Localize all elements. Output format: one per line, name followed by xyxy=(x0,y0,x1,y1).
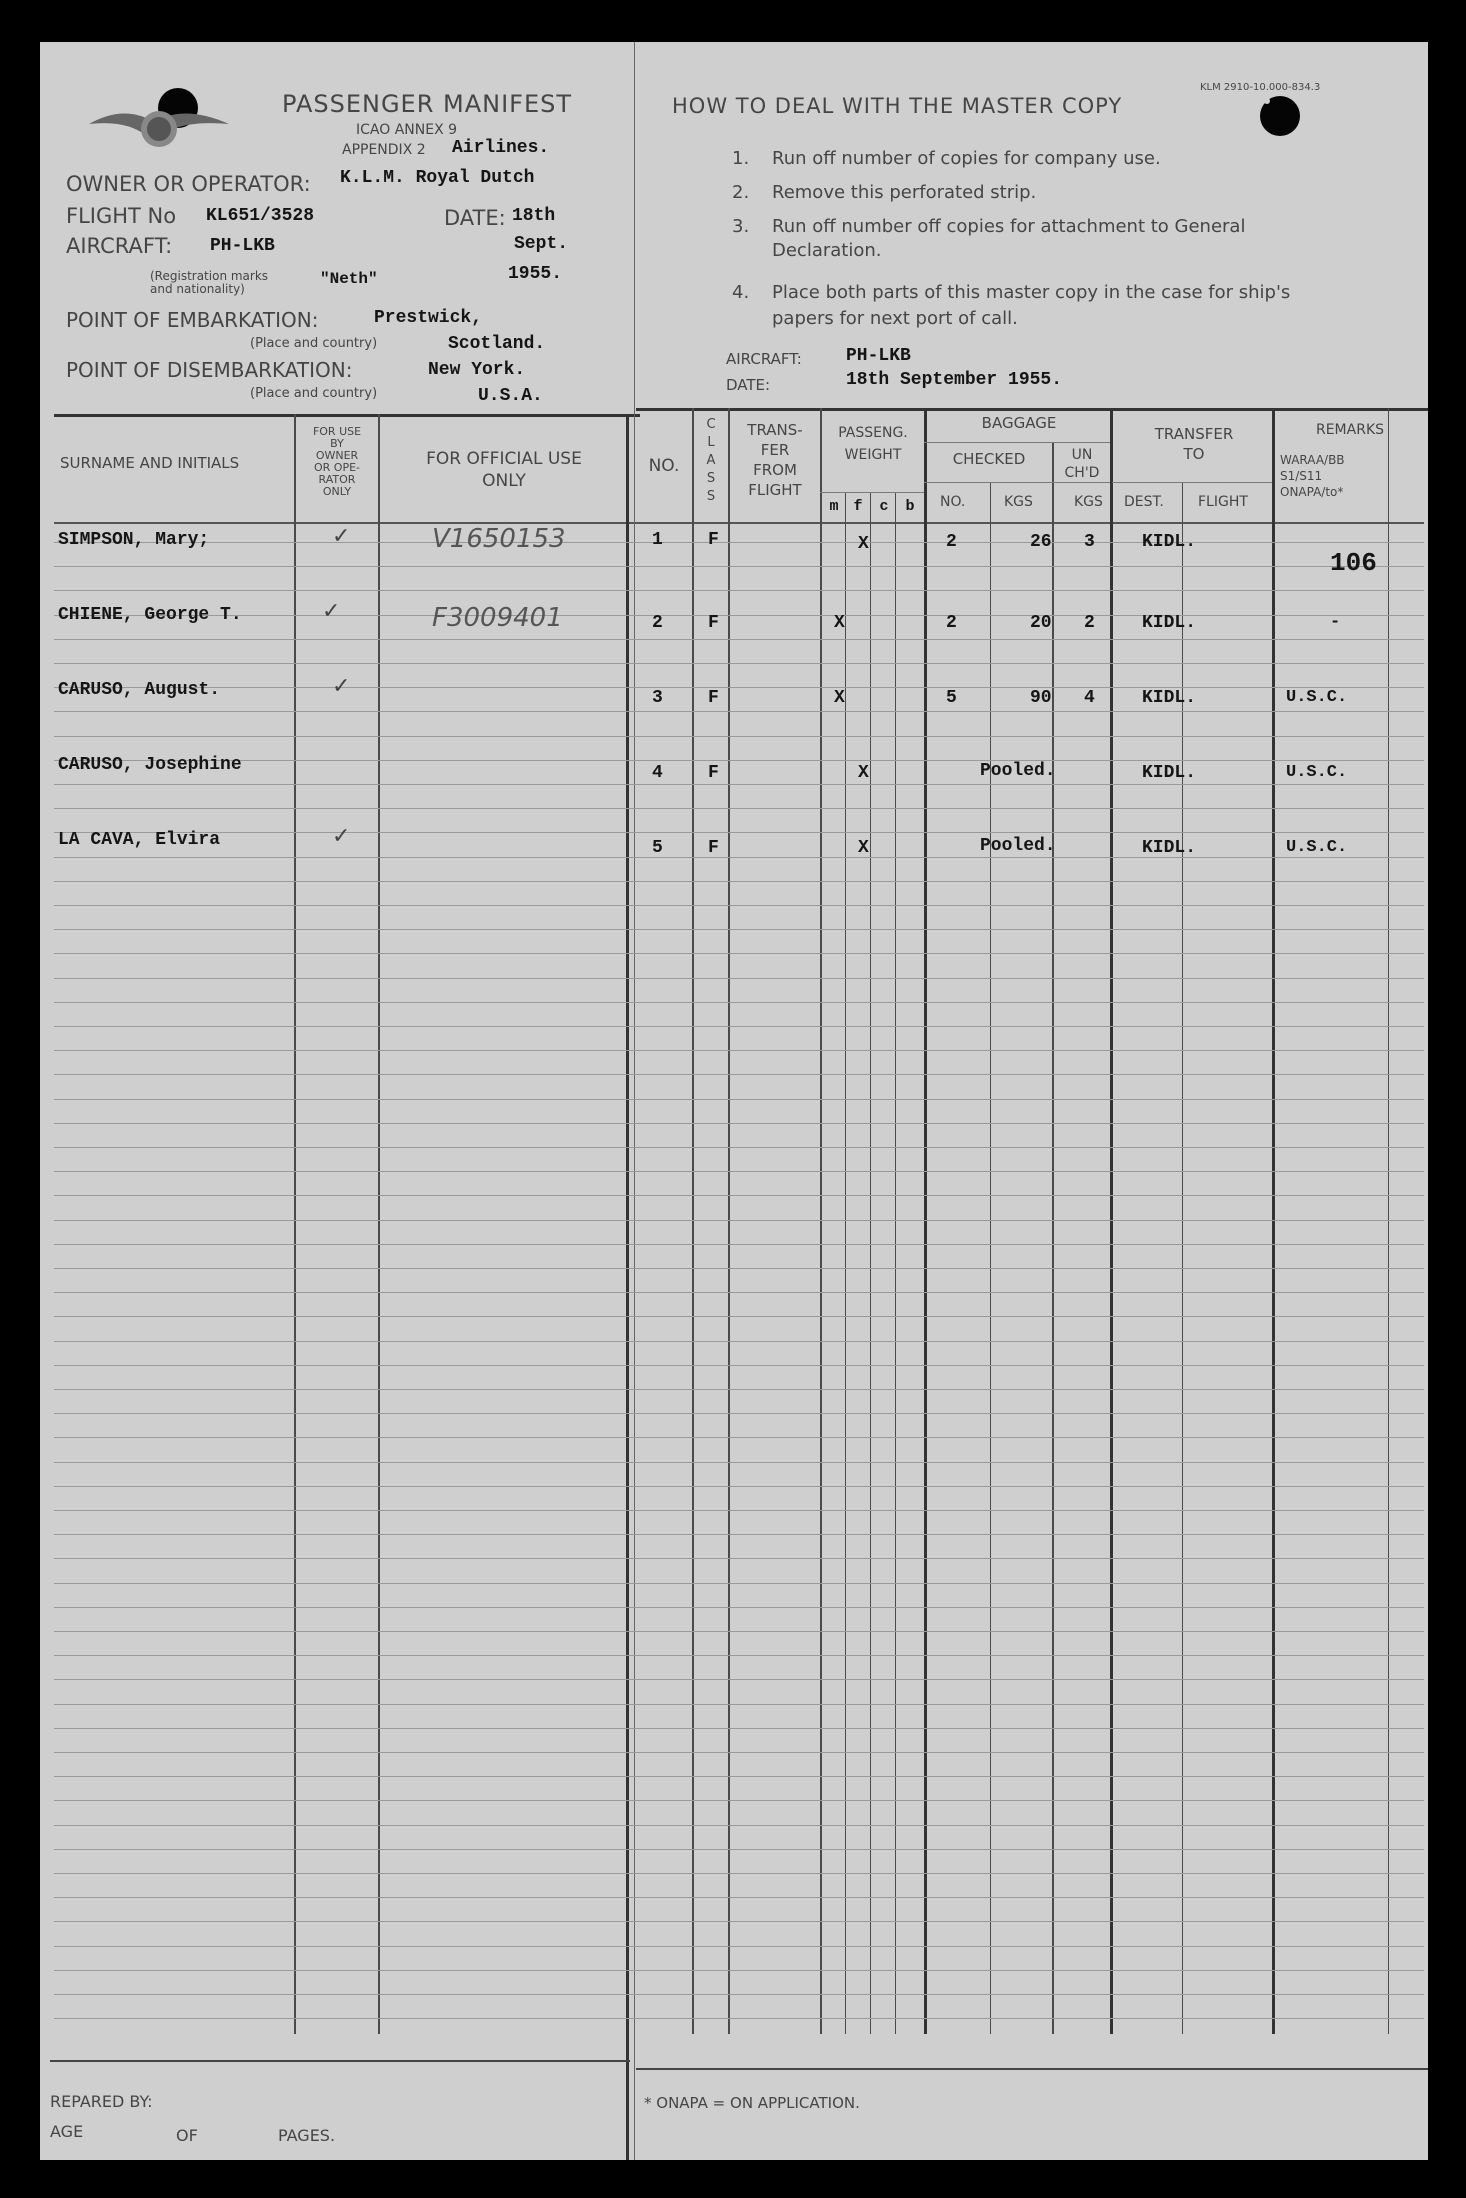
perforation-line xyxy=(626,414,629,2160)
ruled-line xyxy=(54,1752,1424,1753)
ruled-line xyxy=(54,2018,1424,2019)
footer-divider xyxy=(50,2060,630,2062)
col-class-letter: S xyxy=(706,471,716,486)
check-mark: ✓ xyxy=(332,824,351,849)
transfer-destination: KIDL. xyxy=(1142,763,1197,783)
col-kgs: KGS xyxy=(1004,494,1033,510)
col-unchecked xyxy=(1054,446,1110,482)
ruled-line xyxy=(54,953,1424,954)
weight-divider xyxy=(820,492,924,493)
col-baggage-no: NO. xyxy=(940,494,966,510)
ruled-line xyxy=(54,590,1424,591)
date-label-right: DATE: xyxy=(726,376,771,394)
ruled-line xyxy=(54,736,1424,737)
baggage-kgs: 26 xyxy=(1030,532,1052,552)
ruled-line xyxy=(54,1897,1424,1898)
check-mark: ✓ xyxy=(332,524,351,549)
instruction-text: Place both parts of this master copy in the case for ship's xyxy=(772,282,1291,303)
flight-label: FLIGHT No xyxy=(66,204,177,228)
passenger-name: CARUSO, August. xyxy=(58,680,221,700)
page-label: AGE xyxy=(50,2122,84,2141)
col-checked: CHECKED xyxy=(952,450,1026,468)
column-line xyxy=(870,492,871,2034)
owner-value: K.L.M. Royal Dutch xyxy=(340,168,535,188)
ruled-line xyxy=(54,1558,1424,1559)
baggage-pooled: Pooled. xyxy=(980,836,1056,856)
weight-mark: X xyxy=(858,534,869,554)
ruled-line xyxy=(54,1486,1424,1487)
ruled-line xyxy=(54,1825,1424,1826)
col-owner-use-line: OR OPE- xyxy=(313,461,360,474)
col-transfer-from-line: FLIGHT xyxy=(748,481,802,499)
ruled-line xyxy=(54,1631,1424,1632)
col-weight-c: c xyxy=(879,498,889,515)
col-owner-use-line: ONLY xyxy=(322,485,352,498)
ruled-line xyxy=(54,1583,1424,1584)
col-class-letter: C xyxy=(706,417,716,432)
prepared-by-label: REPARED BY: xyxy=(50,2092,153,2111)
transfer-divider xyxy=(1112,482,1272,483)
appendix-label: APPENDIX 2 xyxy=(342,142,426,158)
ruled-line xyxy=(54,1679,1424,1680)
column-line xyxy=(294,414,296,2034)
ruled-line xyxy=(54,760,1424,761)
ruled-line xyxy=(54,1704,1424,1705)
ruled-line xyxy=(54,784,1424,785)
col-passenger-weight xyxy=(822,422,924,466)
ruled-line xyxy=(54,1655,1424,1656)
passenger-class: F xyxy=(708,763,719,783)
ruled-line xyxy=(54,1341,1424,1342)
instruction-number: 2. xyxy=(732,182,750,203)
owner-label: OWNER OR OPERATOR: xyxy=(66,172,311,196)
perforation-line xyxy=(634,42,635,2160)
official-number: V1650153 xyxy=(432,524,566,554)
instruction-number: 4. xyxy=(732,282,750,303)
col-unchecked-line: UN xyxy=(1071,447,1093,463)
ruled-line xyxy=(54,1946,1424,1947)
col-transfer-from-line: TRANS- xyxy=(747,421,803,439)
column-line xyxy=(728,408,730,2034)
disembarkation-country: U.S.A. xyxy=(478,386,543,406)
ruled-line xyxy=(54,1970,1424,1971)
transfer-destination: KIDL. xyxy=(1142,838,1197,858)
ruled-line xyxy=(54,687,1424,688)
instruction-text: Run off number of copies for company use. xyxy=(772,148,1161,169)
embarkation-value: Prestwick, xyxy=(374,308,483,328)
transfer-destination: KIDL. xyxy=(1142,688,1197,708)
col-destination: DEST. xyxy=(1124,494,1164,510)
divider xyxy=(54,414,640,417)
col-weight-b: b xyxy=(905,498,915,515)
col-class-letter: S xyxy=(706,489,716,504)
col-remarks: REMARKS xyxy=(1315,422,1385,438)
manifest-sheet xyxy=(40,42,1428,2160)
ruled-line xyxy=(54,1123,1424,1124)
aircraft-label: AIRCRAFT: xyxy=(66,234,173,258)
col-surname: SURNAME AND INITIALS xyxy=(60,454,240,472)
ruled-line xyxy=(54,832,1424,833)
ruled-line xyxy=(54,857,1424,858)
disembarkation-label: POINT OF DISEMBARKATION: xyxy=(66,358,353,382)
ruled-line xyxy=(54,1994,1424,1995)
ruled-line xyxy=(54,881,1424,882)
embarkation-country: Scotland. xyxy=(448,334,546,354)
ruled-line xyxy=(54,1268,1424,1269)
ruled-line xyxy=(54,1462,1424,1463)
appendix-typed: Airlines. xyxy=(452,138,550,158)
col-passenger-weight-line: PASSENG. xyxy=(838,425,908,441)
pages-label: PAGES. xyxy=(278,2126,336,2145)
column-line xyxy=(895,492,896,2034)
flight-value: KL651/3528 xyxy=(206,206,315,226)
col-class xyxy=(694,416,728,506)
baggage-pooled: Pooled. xyxy=(980,761,1056,781)
col-unchecked-kgs: KGS xyxy=(1074,494,1103,510)
ruled-line xyxy=(54,711,1424,712)
aircraft-value: PH-LKB xyxy=(210,236,275,256)
col-transfer-from-line: FROM xyxy=(753,461,797,479)
ruled-line xyxy=(54,1292,1424,1293)
remarks-value: U.S.C. xyxy=(1286,763,1348,782)
ruled-line xyxy=(54,615,1424,616)
ruled-line xyxy=(54,1437,1424,1438)
col-official-use-line: ONLY xyxy=(482,471,526,491)
passenger-number: 1 xyxy=(652,530,663,550)
column-line xyxy=(845,492,846,2034)
footer-divider xyxy=(636,2068,1428,2070)
remarks-value: - xyxy=(1330,613,1341,632)
col-transfer-to-line: TO xyxy=(1183,445,1205,463)
embarkation-label: POINT OF EMBARKATION: xyxy=(66,308,319,332)
col-transfer-to xyxy=(1116,424,1272,464)
checked-divider xyxy=(924,482,1110,483)
ruled-line xyxy=(54,1510,1424,1511)
onapa-note: * ONAPA = ON APPLICATION. xyxy=(644,2094,860,2112)
instruction-text: Remove this perforated strip. xyxy=(772,182,1037,203)
col-transfer-to-line: TRANSFER xyxy=(1154,425,1234,443)
ruled-line xyxy=(54,1050,1424,1051)
date-value-year: 1955. xyxy=(508,264,563,284)
ruled-line xyxy=(54,1002,1424,1003)
column-line xyxy=(1182,482,1183,2034)
ruled-line xyxy=(54,1413,1424,1414)
icao-annex: ICAO ANNEX 9 xyxy=(356,122,458,138)
baggage-kgs: 90 xyxy=(1030,688,1052,708)
passenger-number: 4 xyxy=(652,763,663,783)
ruled-line xyxy=(54,1316,1424,1317)
place-note: (Place and country) xyxy=(250,336,378,351)
baggage-kgs: 20 xyxy=(1030,613,1052,633)
punch-hole-highlight xyxy=(1264,98,1270,104)
ruled-line xyxy=(54,1728,1424,1729)
col-weight-f: f xyxy=(853,498,863,515)
klm-logo-icon xyxy=(84,94,234,164)
remarks-value: 106 xyxy=(1330,548,1377,578)
ruled-line xyxy=(54,1800,1424,1801)
instruction-number: 1. xyxy=(732,148,750,169)
transfer-destination: KIDL. xyxy=(1142,532,1197,552)
col-weight-m: m xyxy=(829,498,839,515)
document-code: KLM 2910-10.000-834.3 xyxy=(1200,82,1321,93)
instructions-title: HOW TO DEAL WITH THE MASTER COPY xyxy=(672,94,1123,118)
passenger-class: F xyxy=(708,838,719,858)
col-transfer-from-line: FER xyxy=(760,441,790,459)
ruled-line xyxy=(54,1147,1424,1148)
passenger-name: LA CAVA, Elvira xyxy=(58,830,221,850)
col-remarks-code: WARAA/BB xyxy=(1280,453,1345,467)
passenger-name: CARUSO, Josephine xyxy=(58,755,242,775)
ruled-line xyxy=(54,1389,1424,1390)
passenger-class: F xyxy=(708,613,719,633)
weight-mark: X xyxy=(834,688,845,708)
col-official-use-line: FOR OFFICIAL USE xyxy=(426,449,582,469)
col-owner-use-line: OWNER xyxy=(315,449,359,462)
column-line xyxy=(1052,442,1054,2034)
unchecked-count: 3 xyxy=(1084,532,1095,552)
col-owner-use-line: BY xyxy=(330,437,344,450)
ruled-line xyxy=(54,1074,1424,1075)
passenger-number: 3 xyxy=(652,688,663,708)
official-number: F3009401 xyxy=(432,603,563,633)
baggage-divider xyxy=(924,442,1110,443)
col-owner-use-line: RATOR xyxy=(318,473,356,486)
baggage-count: 5 xyxy=(946,688,957,708)
ruled-line xyxy=(54,1776,1424,1777)
instruction-text: Run off number off copies for attachment to General xyxy=(772,216,1246,237)
remarks-value: U.S.C. xyxy=(1286,688,1348,707)
date-value-right: 18th September 1955. xyxy=(846,370,1063,390)
col-remarks-code: ONAPA/to* xyxy=(1280,485,1344,499)
ruled-line xyxy=(54,1244,1424,1245)
ruled-line xyxy=(54,639,1424,640)
weight-mark: X xyxy=(834,613,845,633)
ruled-line xyxy=(54,1099,1424,1100)
col-transfer-from xyxy=(730,420,820,500)
header-bottom-line xyxy=(54,522,1424,524)
column-line xyxy=(1110,408,1113,2034)
col-owner-use-line: FOR USE xyxy=(312,425,362,438)
instruction-number: 3. xyxy=(732,216,750,237)
ruled-line xyxy=(54,1607,1424,1608)
ruled-line xyxy=(54,1534,1424,1535)
ruled-line xyxy=(54,905,1424,906)
ruled-line xyxy=(54,929,1424,930)
col-passenger-weight-line: WEIGHT xyxy=(844,447,902,463)
column-line xyxy=(924,408,927,2034)
col-unchecked-line: CH'D xyxy=(1064,465,1100,481)
of-label: OF xyxy=(176,2126,198,2145)
col-baggage: BAGGAGE xyxy=(981,414,1057,432)
ruled-line xyxy=(54,1195,1424,1196)
column-line xyxy=(692,408,694,2034)
passenger-class: F xyxy=(708,530,719,550)
nationality-value: "Neth" xyxy=(320,270,378,288)
divider xyxy=(636,408,1428,411)
ruled-line xyxy=(54,1365,1424,1366)
unchecked-count: 4 xyxy=(1084,688,1095,708)
weight-mark: X xyxy=(858,763,869,783)
check-mark: ✓ xyxy=(332,674,351,699)
manifest-title: PASSENGER MANIFEST xyxy=(282,90,573,118)
date-value-month: Sept. xyxy=(514,234,569,254)
weight-mark: X xyxy=(858,838,869,858)
column-line xyxy=(1272,408,1275,2034)
registration-note-line: and nationality) xyxy=(150,282,245,296)
transfer-destination: KIDL. xyxy=(1142,613,1197,633)
col-no: NO. xyxy=(648,456,680,476)
ruled-line xyxy=(54,1921,1424,1922)
remarks-value: U.S.C. xyxy=(1286,838,1348,857)
registration-note xyxy=(150,270,268,296)
registration-note-line: (Registration marks xyxy=(150,269,269,283)
aircraft-label-right: AIRCRAFT: xyxy=(726,350,802,368)
ruled-line xyxy=(54,566,1424,567)
instruction-text: papers for next port of call. xyxy=(772,308,1018,329)
baggage-count: 2 xyxy=(946,613,957,633)
check-mark: ✓ xyxy=(322,599,341,624)
ruled-line xyxy=(54,808,1424,809)
passenger-name: SIMPSON, Mary; xyxy=(58,530,210,550)
col-flight: FLIGHT xyxy=(1198,494,1248,510)
ruled-line xyxy=(54,542,1424,543)
ruled-line xyxy=(54,978,1424,979)
place-note: (Place and country) xyxy=(250,386,378,401)
col-remarks-code: S1/S11 xyxy=(1280,469,1323,483)
ruled-line xyxy=(54,1026,1424,1027)
col-class-letter: L xyxy=(707,435,715,450)
ruled-line xyxy=(54,1873,1424,1874)
column-line xyxy=(1388,408,1389,2034)
passenger-number: 2 xyxy=(652,613,663,633)
unchecked-count: 2 xyxy=(1084,613,1095,633)
col-owner-use xyxy=(296,426,378,498)
col-class-letter: A xyxy=(706,453,716,468)
ruled-line xyxy=(54,1171,1424,1172)
column-line xyxy=(820,408,822,2034)
date-value-day: 18th xyxy=(512,206,556,226)
aircraft-value-right: PH-LKB xyxy=(846,346,911,366)
ruled-line xyxy=(54,1849,1424,1850)
passenger-number: 5 xyxy=(652,838,663,858)
col-official-use xyxy=(384,448,624,492)
passenger-class: F xyxy=(708,688,719,708)
ruled-line xyxy=(54,663,1424,664)
date-label: DATE: xyxy=(444,206,506,230)
col-remarks-codes xyxy=(1280,452,1345,500)
disembarkation-value: New York. xyxy=(428,360,526,380)
column-line xyxy=(378,414,380,2034)
column-line xyxy=(990,482,991,2034)
baggage-count: 2 xyxy=(946,532,957,552)
instruction-text: Declaration. xyxy=(772,240,882,261)
passenger-name: CHIENE, George T. xyxy=(58,605,242,625)
ruled-line xyxy=(54,1220,1424,1221)
